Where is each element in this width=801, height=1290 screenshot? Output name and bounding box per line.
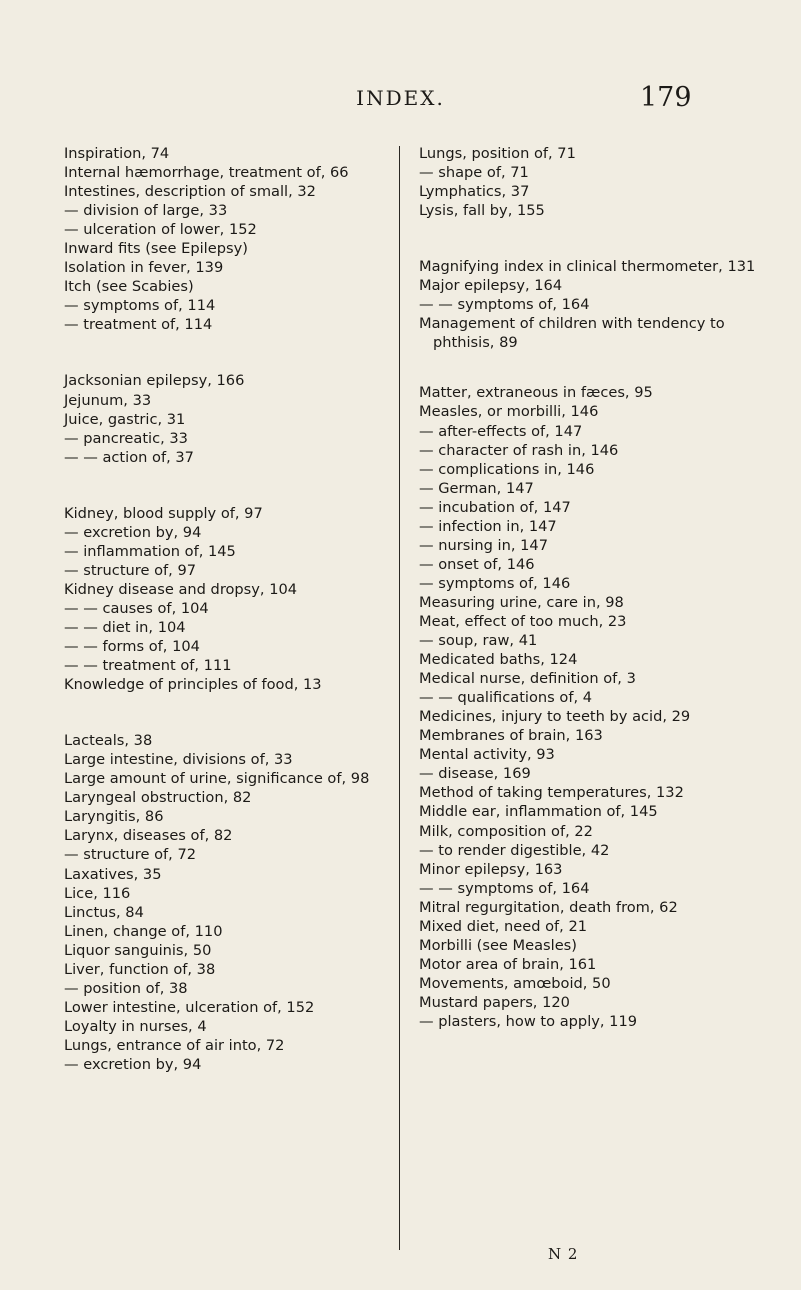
index-group-j: [64, 371, 396, 466]
index-entry: Loyalty in nurses, 4: [64, 1017, 207, 1035]
index-entry: Laryngitis, 86: [64, 808, 164, 826]
index-entry: Management of children with tendency to phthisis, 89: [419, 315, 725, 352]
index-entry: Inward fits (see Epilepsy): [64, 240, 248, 258]
index-entry: — incubation of, 147: [419, 498, 571, 516]
index-entry: Mitral regurgitation, death from, 62: [419, 898, 678, 916]
index-entry: — position of, 38: [64, 979, 188, 997]
index-entry: Kidney disease and dropsy, 104: [64, 580, 298, 598]
index-entry: — — symptoms of, 164: [419, 296, 590, 314]
index-entry: — structure of, 97: [64, 561, 197, 579]
index-entry: Lice, 116: [64, 884, 131, 902]
index-group-i: [64, 144, 396, 334]
index-entry: Medicines, injury to teeth by acid, 29: [419, 708, 691, 726]
index-entry: Major epilepsy, 164: [419, 277, 563, 295]
index-entry: Lungs, position of, 71: [419, 145, 576, 162]
index-entry: — character of rash in, 146: [419, 441, 619, 459]
index-entry: Medical nurse, definition of, 3: [419, 670, 636, 688]
index-entry: Laryngeal obstruction, 82: [64, 789, 252, 807]
page-number: 179: [640, 82, 692, 113]
index-entry: — excretion by, 94: [64, 1055, 202, 1073]
index-entry: Minor epilepsy, 163: [419, 860, 563, 878]
group-spacer: [419, 220, 759, 257]
index-entry: — ulceration of lower, 152: [64, 221, 257, 239]
index-entry: — after-effects of, 147: [419, 422, 583, 440]
index-entry: — shape of, 71: [419, 164, 529, 182]
index-group-l-continued: [419, 144, 759, 220]
index-entry: Mustard papers, 120: [419, 993, 570, 1011]
index-entry: — division of large, 33: [64, 202, 228, 220]
index-entry: Lungs, entrance of air into, 72: [64, 1036, 285, 1054]
right-column: [419, 144, 759, 1031]
group-spacer: [64, 694, 396, 731]
group-spacer: [64, 334, 396, 371]
index-entry: Middle ear, inflammation of, 145: [419, 803, 658, 821]
index-entry: — nursing in, 147: [419, 536, 548, 554]
index-entry: Morbilli (see Measles): [419, 936, 577, 954]
index-entry: — symptoms of, 146: [419, 574, 571, 592]
index-entry: Lysis, fall by, 155: [419, 202, 545, 220]
index-group-k: [64, 504, 396, 694]
index-entry: — inflammation of, 145: [64, 542, 236, 560]
column-divider: [399, 146, 400, 1250]
index-entry: Method of taking temperatures, 132: [419, 784, 684, 802]
index-entry: Isolation in fever, 139: [64, 259, 224, 277]
index-entry: Laxatives, 35: [64, 865, 162, 883]
index-entry: Magnifying index in clinical thermometer, 131: [419, 258, 756, 276]
index-entry: — excretion by, 94: [64, 523, 202, 541]
index-entry: — structure of, 72: [64, 846, 197, 864]
index-entry: Mental activity, 93: [419, 746, 555, 764]
index-entry: Juice, gastric, 31: [64, 410, 186, 428]
index-entry: Movements, amœboid, 50: [419, 974, 611, 992]
index-entry: — — forms of, 104: [64, 638, 200, 656]
index-entry: — — action of, 37: [64, 448, 194, 466]
index-entry: Matter, extraneous in fæces, 95: [419, 384, 653, 402]
index-entry: — onset of, 146: [419, 555, 535, 573]
index-entry: Knowledge of principles of food, 13: [64, 676, 322, 694]
group-spacer: [419, 352, 759, 383]
index-entry: Liver, function of, 38: [64, 960, 216, 978]
index-entry: — — qualifications of, 4: [419, 689, 593, 707]
index-entry: Intestines, description of small, 32: [64, 183, 316, 201]
index-entry: Measles, or morbilli, 146: [419, 403, 599, 421]
index-entry: Inspiration, 74: [64, 145, 170, 162]
index-entry: Medicated baths, 124: [419, 651, 578, 669]
index-entry: — German, 147: [419, 479, 534, 497]
index-entry: — infection in, 147: [419, 517, 557, 535]
index-entry: Larynx, diseases of, 82: [64, 827, 233, 845]
index-entry: — plasters, how to apply, 119: [419, 1012, 638, 1030]
index-entry: — — causes of, 104: [64, 599, 209, 617]
index-entry: Linctus, 84: [64, 903, 144, 921]
index-entry: — symptoms of, 114: [64, 297, 216, 315]
index-entry: Jejunum, 33: [64, 391, 152, 409]
index-entry: Lymphatics, 37: [419, 183, 530, 201]
index-entry: — pancreatic, 33: [64, 429, 188, 447]
signature-mark: N 2: [548, 1245, 579, 1263]
index-entry: — — diet in, 104: [64, 618, 186, 636]
index-entry: Membranes of brain, 163: [419, 727, 603, 745]
index-entry: Milk, composition of, 22: [419, 822, 593, 840]
index-entry: Mixed diet, need of, 21: [419, 917, 588, 935]
index-entry: — soup, raw, 41: [419, 632, 538, 650]
index-entry: Internal hæmorrhage, treatment of, 66: [64, 164, 349, 182]
index-entry: — — symptoms of, 164: [419, 879, 590, 897]
index-entry: Liquor sanguinis, 50: [64, 941, 212, 959]
index-entry: — treatment of, 114: [64, 316, 213, 334]
index-entry: Large intestine, divisions of, 33: [64, 751, 293, 769]
index-entry: Large amount of urine, significance of, 98: [64, 770, 370, 788]
index-entry: Itch (see Scabies): [64, 278, 194, 296]
index-entry: Meat, effect of too much, 23: [419, 612, 627, 630]
group-spacer: [64, 467, 396, 504]
index-entry: Kidney, blood supply of, 97: [64, 504, 263, 522]
index-entry: Motor area of brain, 161: [419, 955, 597, 973]
running-head: INDEX.: [356, 86, 445, 110]
index-group-l: [64, 731, 396, 1074]
index-entry: Lacteals, 38: [64, 732, 153, 750]
left-column: [64, 144, 396, 1074]
index-entry: — to render digestible, 42: [419, 841, 610, 859]
index-entry: Measuring urine, care in, 98: [419, 593, 624, 611]
index-entry: — complications in, 146: [419, 460, 595, 478]
index-group-m-second: [419, 383, 759, 1031]
index-entry: Lower intestine, ulceration of, 152: [64, 998, 315, 1016]
index-entry: — disease, 169: [419, 765, 531, 783]
index-group-m-first: [419, 257, 759, 352]
index-entry: Jacksonian epilepsy, 166: [64, 372, 245, 390]
index-entry: Linen, change of, 110: [64, 922, 223, 940]
index-entry: — — treatment of, 111: [64, 657, 232, 675]
